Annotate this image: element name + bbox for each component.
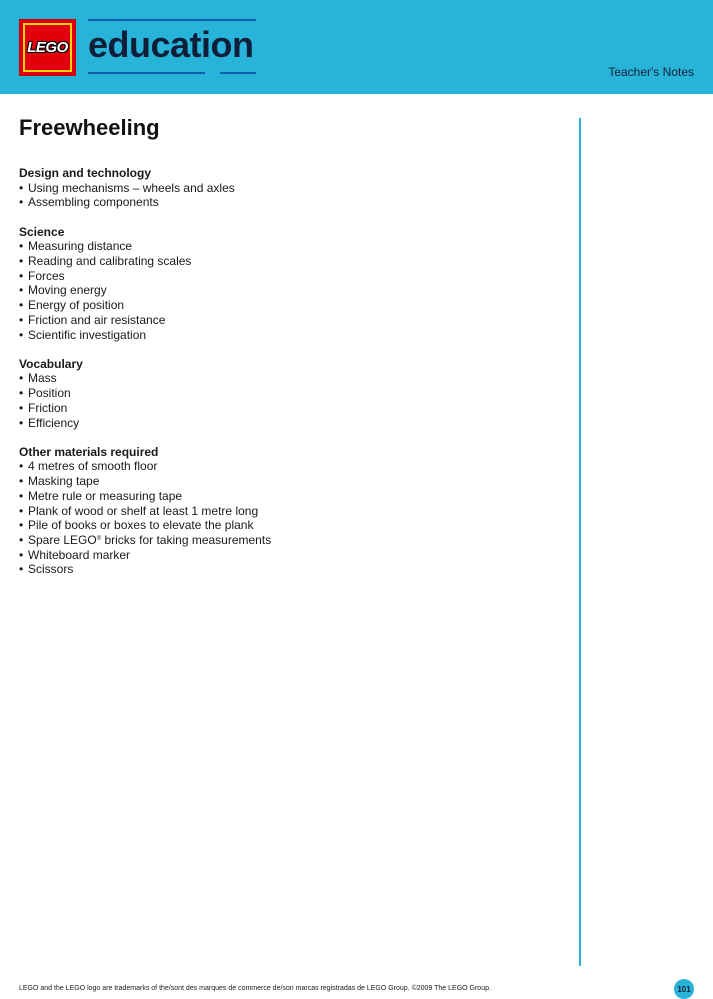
list-item: • Metre rule or measuring tape	[19, 489, 559, 504]
section-heading: Science	[19, 224, 65, 239]
list-item: • Using mechanisms – wheels and axles	[19, 181, 559, 196]
list-item: • Efficiency	[19, 416, 559, 431]
list-item: • Scissors	[19, 562, 559, 577]
list-item: • Forces	[19, 269, 559, 284]
list-item: • Spare LEGO® bricks for taking measurements	[19, 533, 559, 548]
section-heading: Design and technology	[19, 166, 152, 180]
list-item: • Position	[19, 386, 559, 401]
list-item: • Assembling components	[19, 195, 559, 210]
page-number-badge: 101	[674, 979, 694, 999]
list-item: • Whiteboard marker	[19, 548, 559, 563]
section-heading: Vocabulary	[19, 356, 83, 371]
brand-word: education	[88, 24, 254, 65]
page-title: Freewheeling	[19, 115, 160, 140]
lego-logo-border	[23, 23, 72, 72]
header-band	[0, 0, 713, 94]
list-item: • Reading and calibrating scales	[19, 254, 559, 269]
brand-rule-top	[88, 19, 256, 21]
trademark-notice: LEGO and the LEGO logo are trademarks of the/sont des marques de commerce de/son marcas registradas de LEGO Group. ©2009 The LEGO Group.	[19, 985, 491, 992]
section-heading: Other materials required	[19, 444, 159, 459]
list-item: • Energy of position	[19, 298, 559, 313]
lego-logo	[19, 19, 76, 76]
content-column	[19, 166, 559, 592]
column-divider	[579, 118, 581, 966]
list-item: • Pile of books or boxes to elevate the plank	[19, 518, 559, 533]
list-item: • Masking tape	[19, 474, 559, 489]
section	[19, 225, 559, 343]
section	[19, 166, 559, 210]
lego-logo-text: LEGO	[27, 39, 68, 56]
doc-type-label: Teacher's Notes	[608, 65, 694, 79]
brand-rule-bottom-right	[220, 72, 256, 74]
brand-rule-bottom-left	[88, 72, 205, 74]
list-item: • Moving energy	[19, 283, 559, 298]
list-item: • Plank of wood or shelf at least 1 metre long	[19, 504, 559, 519]
section	[19, 445, 559, 577]
list-item: • Friction	[19, 401, 559, 416]
list-item: • Friction and air resistance	[19, 313, 559, 328]
list-item: • Scientific investigation	[19, 328, 559, 343]
list-item: • Mass	[19, 371, 559, 386]
list-item: • 4 metres of smooth floor	[19, 459, 559, 474]
section	[19, 357, 559, 431]
list-item: • Measuring distance	[19, 239, 559, 254]
